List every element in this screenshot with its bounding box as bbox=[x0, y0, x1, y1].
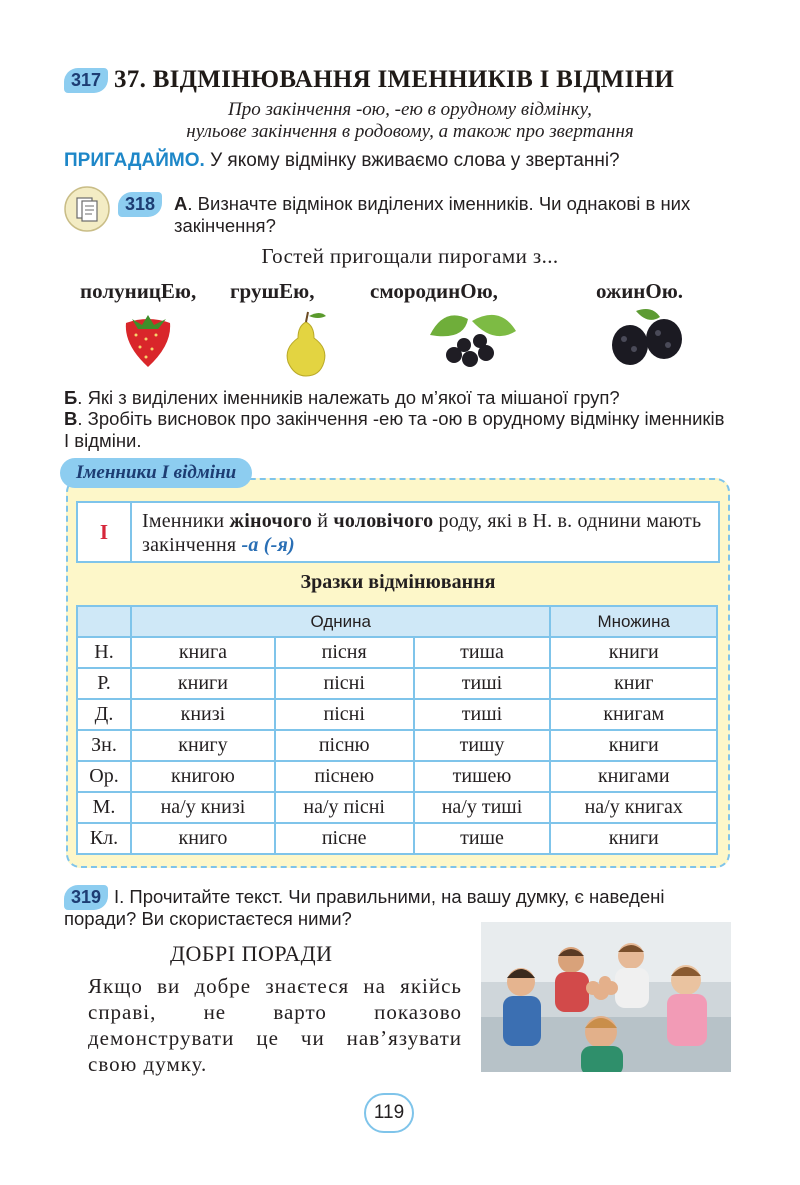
pear-image bbox=[276, 308, 336, 378]
highlighted-word-1: полуницЕю, bbox=[80, 279, 197, 303]
subtitle-line-1: Про закінчення -ою, -ею в орудному відмінку, bbox=[228, 99, 592, 120]
text-heading: ДОБРІ ПОРАДИ bbox=[170, 941, 333, 966]
recall-label: ПРИГАДАЙМО. bbox=[64, 150, 205, 171]
highlighted-word-2: грушЕю, bbox=[230, 279, 315, 303]
samples-title: Зразки відмінювання bbox=[300, 571, 496, 593]
exercise-318-task-c: В. Зробіть висновок про закінчення -ею та -ою в орудному відмінку іменників І відміни. bbox=[64, 408, 725, 451]
recall-question bbox=[64, 150, 620, 172]
table-row: Ор. книгою піснею тишею книгами bbox=[77, 761, 717, 792]
table-row: Кл. книго пісне тише книги bbox=[77, 823, 717, 854]
page-number: 119 bbox=[364, 1093, 414, 1133]
children-photo bbox=[481, 922, 731, 1072]
recall-text: У якому відмінку вживаємо слова у звертанні? bbox=[210, 150, 620, 171]
highlighted-word-3: смородинОю, bbox=[370, 279, 498, 303]
exercise-badge-317: 317 bbox=[64, 68, 108, 93]
table-header-empty bbox=[77, 606, 131, 637]
table-row: Р. книги пісні тиші книг bbox=[77, 668, 717, 699]
exercise-318-task-b: Б. Які з виділених іменників належать до м’якої та мішаної груп? bbox=[64, 387, 620, 408]
strawberry-image bbox=[112, 305, 184, 371]
highlighted-word-4: ожинОю. bbox=[596, 279, 684, 303]
example-sentence: Гостей пригощали пирогами з... bbox=[261, 244, 559, 268]
declension-table bbox=[76, 605, 718, 855]
table-row: Д. книзі пісні тиші книгам bbox=[77, 699, 717, 730]
page-title: 37. ВІДМІНЮВАННЯ ІМЕННИКІВ І ВІДМІНИ bbox=[114, 66, 675, 93]
table-row: М. на/у книзі на/у пісні на/у тиші на/у книгах bbox=[77, 792, 717, 823]
table-row: Зн. книгу пісню тишу книги bbox=[77, 730, 717, 761]
table-header-plural: Множина bbox=[550, 606, 717, 637]
blackcurrant-image bbox=[424, 305, 520, 375]
exercise-badge-319: 319 bbox=[64, 885, 108, 910]
exercise-318-task-a: А. Визначте відмінок виділених іменників. Чи однакові в них закінчення? bbox=[174, 193, 691, 236]
table-header-singular: Однина bbox=[131, 606, 550, 637]
rule-definition bbox=[76, 501, 720, 563]
declension-number: І bbox=[78, 503, 132, 561]
exercise-badge-318: 318 bbox=[118, 192, 162, 217]
subtitle-line-2: нульове закінчення в родовому, а також про звертання bbox=[186, 121, 634, 142]
notes-icon bbox=[64, 186, 110, 232]
table-row: Н. книга пісня тиша книги bbox=[77, 637, 717, 668]
rule-tab: Іменники І відміни bbox=[60, 458, 252, 488]
exercise-319-task: І. Прочитайте текст. Чи правильними, на вашу думку, є наведені поради? Ви скористаєтеся ними? bbox=[64, 886, 665, 929]
rule-text: Іменники жіночого й чоловічого роду, які в Н. в. однини мають закінчення -а (-я) bbox=[142, 510, 702, 556]
text-body: Якщо ви добре знаєтеся на якійсь справі, не варто показово демонструвати це чи нав’язувати свою думку. bbox=[88, 974, 462, 1076]
blackberry-image bbox=[602, 305, 690, 371]
